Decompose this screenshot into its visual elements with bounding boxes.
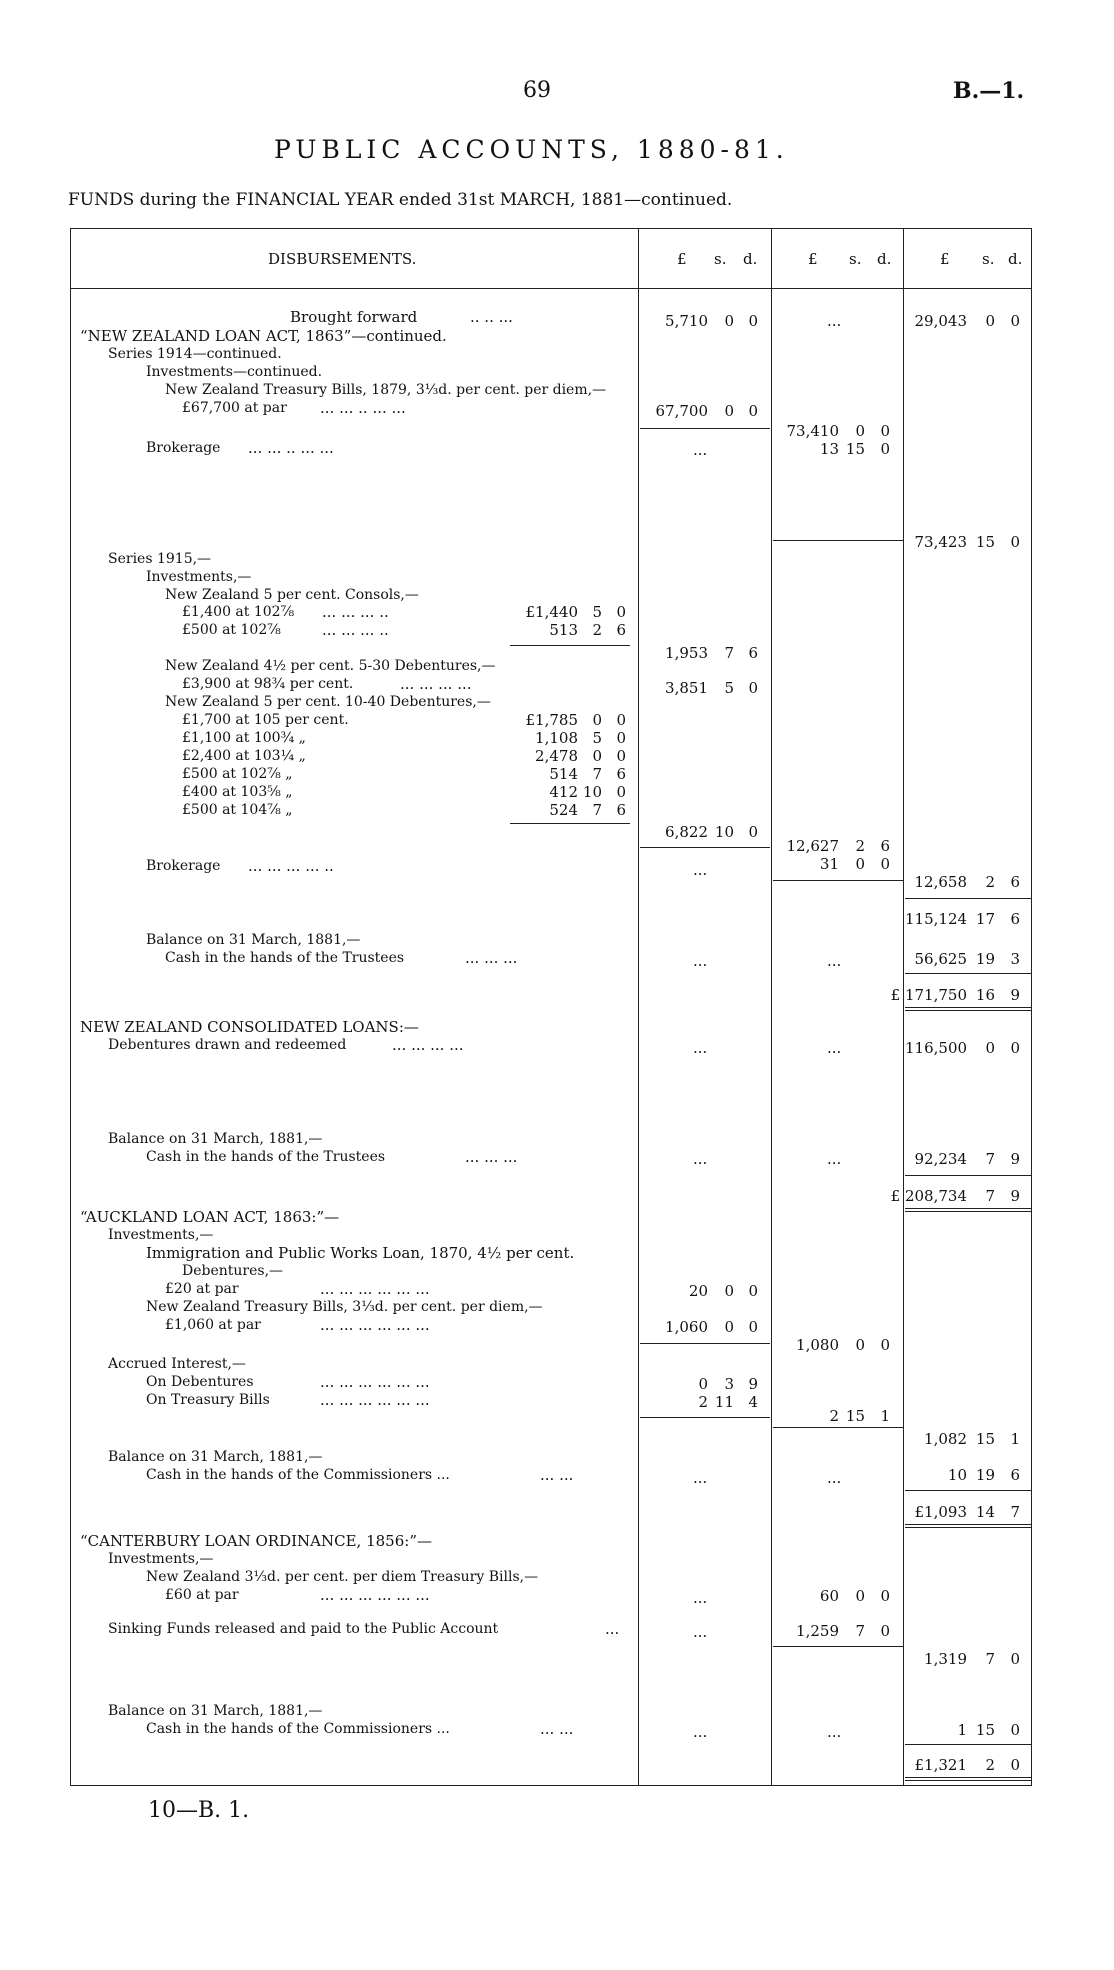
- amount-pence: 1: [1010, 1430, 1020, 1448]
- immigration-loan-line: Immigration and Public Works Loan, 1870, 4½ per cent.: [146, 1244, 575, 1262]
- amount-pounds: £1,785: [525, 711, 578, 729]
- amount-pounds: 1,108: [535, 729, 578, 747]
- total-shillings: 2: [985, 1756, 995, 1774]
- amount-shillings: 7: [592, 801, 602, 819]
- amount-pence: 0: [748, 312, 758, 330]
- disbursements-table: [70, 228, 1032, 1786]
- amount-shillings: 15: [975, 1430, 995, 1448]
- leader-dots: ...: [605, 1620, 620, 1638]
- treasury-bills-line: New Zealand Treasury Bills, 1879, 3⅓d. per cent. per diem,—: [165, 382, 607, 398]
- amount-shillings: 5: [592, 729, 602, 747]
- amount-pounds: 60: [819, 1587, 839, 1605]
- amount-pence: 0: [1010, 533, 1020, 551]
- subtotal-rule: [640, 1343, 770, 1344]
- debenture-row-label: £500 at 104⅞ „: [182, 802, 293, 818]
- signature-mark: 10—B. 1.: [148, 1798, 250, 1823]
- amount-shillings: 2: [855, 837, 865, 855]
- amount-pence: 6: [616, 801, 626, 819]
- amount-empty: ...: [693, 1039, 708, 1057]
- amount-pounds: 10: [947, 1466, 967, 1484]
- amount-shillings: 15: [845, 440, 865, 458]
- leader-dots: ... ... ... ..: [322, 603, 389, 621]
- amount-shillings: 7: [724, 644, 734, 662]
- debenture-row-label: £2,400 at 103¼ „: [182, 748, 306, 764]
- treasury-bills-amount-line: £1,060 at par: [165, 1317, 261, 1333]
- sinking-funds-label: Sinking Funds released and paid to the Public Account: [108, 1621, 499, 1637]
- amount-shillings: 0: [724, 312, 734, 330]
- amount-pence: 0: [1010, 1039, 1020, 1057]
- total-shillings: 7: [985, 1187, 995, 1205]
- balance-label: Balance on 31 March, 1881,—: [108, 1703, 323, 1719]
- debentures-amount-line: £20 at par: [165, 1281, 239, 1297]
- leader-dots: ... ... ... ...: [392, 1036, 464, 1054]
- amount-pounds: 20: [688, 1282, 708, 1300]
- amount-pence: 9: [748, 1375, 758, 1393]
- column-header-pence: d.: [877, 250, 892, 268]
- debenture-row-label: £400 at 103⅝ „: [182, 784, 293, 800]
- column-divider: [903, 228, 904, 1786]
- amount-pounds: 31: [819, 855, 839, 873]
- amount-pence: 0: [1010, 312, 1020, 330]
- amount-shillings: 7: [985, 1150, 995, 1168]
- amount-pence: 0: [616, 747, 626, 765]
- amount-pounds: 1,319: [924, 1650, 967, 1668]
- amount-empty: ...: [827, 1039, 842, 1057]
- amount-shillings: 0: [985, 1039, 995, 1057]
- amount-pounds: 116,500: [905, 1039, 968, 1057]
- amount-shillings: 0: [592, 747, 602, 765]
- section-heading: [80, 327, 447, 345]
- amount-pence: 6: [1010, 910, 1020, 928]
- amount-pence: 0: [748, 402, 758, 420]
- leader-dots: ... ... ...: [465, 949, 518, 967]
- column-header-pounds: £: [808, 250, 818, 268]
- amount-pounds: 6,822: [665, 823, 708, 841]
- amount-pounds: 3,851: [665, 679, 708, 697]
- amount-pounds: 73,410: [786, 422, 839, 440]
- column-header-pounds: £: [940, 250, 950, 268]
- total-rule: [905, 1490, 1031, 1491]
- subtotal-rule: [640, 847, 770, 848]
- amount-pounds: 2,478: [535, 747, 578, 765]
- amount-shillings: 0: [592, 711, 602, 729]
- amount-pounds: 92,234: [914, 1150, 967, 1168]
- leader-dots: ... ... ... ... ... ...: [320, 1280, 430, 1298]
- amount-pence: 0: [880, 1622, 890, 1640]
- amount-pence: 0: [748, 679, 758, 697]
- amount-empty: ...: [827, 1150, 842, 1168]
- leader-dots: .. .. ...: [470, 308, 513, 326]
- double-total-rule: [905, 1524, 1031, 1528]
- page-title: PUBLIC ACCOUNTS, 1880-81.: [274, 135, 789, 164]
- total-shillings: 14: [975, 1503, 995, 1521]
- leader-dots: ... ... ... ... ... ...: [320, 1391, 430, 1409]
- column-header-shillings: s.: [982, 250, 995, 268]
- amount-pounds: 524: [549, 801, 578, 819]
- amount-pounds: 12,627: [786, 837, 839, 855]
- amount-shillings: 0: [724, 1318, 734, 1336]
- amount-pence: 0: [748, 1282, 758, 1300]
- investments-label: Investments,—: [108, 1227, 214, 1243]
- investments-label: Investments—continued.: [146, 364, 323, 380]
- brought-forward-label: Brought forward: [290, 308, 418, 326]
- page-number: 69: [523, 78, 551, 103]
- cash-label: Cash in the hands of the Commissioners ...: [146, 1721, 450, 1737]
- amount-empty: ...: [693, 1469, 708, 1487]
- amount-shillings: 15: [975, 1721, 995, 1739]
- amount-shillings: 0: [855, 422, 865, 440]
- amount-pence: 6: [1010, 1466, 1020, 1484]
- amount-pounds: 513: [549, 621, 578, 639]
- amount-empty: ...: [693, 861, 708, 879]
- balance-label: Balance on 31 March, 1881,—: [146, 932, 361, 948]
- amount-pence: 0: [880, 1587, 890, 1605]
- debentures-label: New Zealand 4½ per cent. 5-30 Debentures,—: [165, 658, 496, 674]
- amount-shillings: 5: [724, 679, 734, 697]
- cash-label: Cash in the hands of the Trustees: [165, 950, 405, 966]
- amount-pence: 0: [616, 603, 626, 621]
- amount-pence: 0: [616, 783, 626, 801]
- total-pounds: £1,093: [914, 1503, 967, 1521]
- debentures-label: Debentures,—: [182, 1263, 284, 1279]
- amount-shillings: 2: [985, 873, 995, 891]
- leader-dots: ... ... ... ..: [322, 621, 389, 639]
- amount-shillings: 0: [855, 855, 865, 873]
- amount-pence: 3: [1010, 950, 1020, 968]
- amount-shillings: 19: [975, 950, 995, 968]
- document-reference: B.—1.: [953, 78, 1025, 104]
- investments-label: Investments,—: [108, 1551, 214, 1567]
- amount-pence: 0: [748, 1318, 758, 1336]
- amount-pence: 9: [1010, 1150, 1020, 1168]
- balance-label: Balance on 31 March, 1881,—: [108, 1449, 323, 1465]
- amount-pence: 1: [880, 1407, 890, 1425]
- debentures-label: New Zealand 5 per cent. 10-40 Debentures,—: [165, 694, 491, 710]
- column-header-shillings: s.: [714, 250, 727, 268]
- amount-pounds: 1: [957, 1721, 967, 1739]
- amount-pounds: 56,625: [914, 950, 967, 968]
- series-label: Series 1914—continued.: [108, 346, 282, 362]
- amount-pounds: 1,060: [665, 1318, 708, 1336]
- amount-pence: 6: [616, 621, 626, 639]
- debenture-row-label: £1,700 at 105 per cent.: [182, 712, 349, 728]
- column-header-disbursements: DISBURSEMENTS.: [268, 250, 417, 268]
- amount-shillings: 10: [714, 823, 734, 841]
- cash-label: Cash in the hands of the Commissioners ...: [146, 1467, 450, 1483]
- column-divider: [638, 228, 639, 1786]
- column-header-pence: d.: [743, 250, 758, 268]
- amount-pounds: 13: [819, 440, 839, 458]
- cash-label: Cash in the hands of the Trustees: [146, 1149, 386, 1165]
- amount-pounds: 0: [698, 1375, 708, 1393]
- on-debentures-label: On Debentures: [146, 1374, 254, 1390]
- amount-pounds: 1,259: [796, 1622, 839, 1640]
- subtotal-rule: [510, 823, 630, 824]
- amount-empty: ...: [693, 1623, 708, 1641]
- amount-pence: 0: [880, 440, 890, 458]
- amount-empty: ...: [827, 1469, 842, 1487]
- amount-shillings: 15: [975, 533, 995, 551]
- amount-pounds: 514: [549, 765, 578, 783]
- amount-shillings: 7: [855, 1622, 865, 1640]
- amount-pounds: 1,080: [796, 1336, 839, 1354]
- header-rule: [70, 288, 1032, 289]
- leader-dots: ... ... ... ... ... ...: [320, 1586, 430, 1604]
- amount-pounds: 412: [549, 783, 578, 801]
- total-pence: 9: [1010, 986, 1020, 1004]
- total-rule: [905, 1175, 1031, 1176]
- amount-shillings: 15: [845, 1407, 865, 1425]
- amount-pence: 0: [616, 729, 626, 747]
- column-divider: [771, 228, 772, 1786]
- total-pounds: £ 171,750: [890, 986, 967, 1004]
- subtotal-rule: [773, 540, 903, 541]
- amount-empty: ...: [693, 1589, 708, 1607]
- amount-pounds: 12,658: [914, 873, 967, 891]
- amount-shillings: 0: [985, 312, 995, 330]
- debenture-row-label: £1,100 at 100¾ „: [182, 730, 306, 746]
- amount-shillings: 19: [975, 1466, 995, 1484]
- amount-pounds: 1,953: [665, 644, 708, 662]
- leader-dots: ... ... ... ... ..: [248, 857, 334, 875]
- treasury-bills-line: New Zealand Treasury Bills, 3⅓d. per cent. per diem,—: [146, 1299, 543, 1315]
- amount-empty: ...: [827, 312, 842, 330]
- amount-pounds: 67,700: [655, 402, 708, 420]
- amount-shillings: 0: [724, 1282, 734, 1300]
- amount-pence: 6: [1010, 873, 1020, 891]
- amount-pence: 0: [1010, 1721, 1020, 1739]
- treasury-bills-amount-line: £60 at par: [165, 1587, 239, 1603]
- amount-shillings: 10: [582, 783, 602, 801]
- amount-shillings: 5: [592, 603, 602, 621]
- leader-dots: ... ... ... ... ... ...: [320, 1316, 430, 1334]
- accrued-interest-label: Accrued Interest,—: [108, 1356, 246, 1372]
- leader-dots: ... ... ...: [465, 1148, 518, 1166]
- auckland-loan-act-heading: “AUCKLAND LOAN ACT, 1863:”—: [80, 1208, 340, 1226]
- total-shillings: 16: [975, 986, 995, 1004]
- series-label: Series 1915,—: [108, 551, 212, 567]
- amount-pence: 0: [616, 711, 626, 729]
- brokerage-label: Brokerage: [146, 858, 221, 874]
- consolidated-loans-heading: NEW ZEALAND CONSOLIDATED LOANS:—: [80, 1018, 419, 1036]
- treasury-bills-amount-line: £67,700 at par: [182, 400, 287, 416]
- subtotal-rule: [640, 1417, 770, 1418]
- total-pence: 0: [1010, 1756, 1020, 1774]
- consols-label: New Zealand 5 per cent. Consols,—: [165, 587, 419, 603]
- treasury-bills-line: New Zealand 3⅓d. per cent. per diem Treasury Bills,—: [146, 1569, 539, 1585]
- subtotal-rule: [773, 1427, 903, 1428]
- amount-empty: ...: [693, 1150, 708, 1168]
- amount-pounds: £1,440: [525, 603, 578, 621]
- debentures-line: £3,900 at 98¾ per cent.: [182, 676, 354, 692]
- consol-row-label: £500 at 102⅞: [182, 622, 281, 638]
- subtotal-rule: [773, 880, 903, 881]
- canterbury-loan-heading: “CANTERBURY LOAN ORDINANCE, 1856:”—: [80, 1532, 432, 1550]
- amount-shillings: 17: [975, 910, 995, 928]
- amount-pence: 4: [748, 1393, 758, 1411]
- leader-dots: ... ...: [540, 1466, 574, 1484]
- balance-label: Balance on 31 March, 1881,—: [108, 1131, 323, 1147]
- amount-shillings: 3: [724, 1375, 734, 1393]
- double-total-rule: [905, 1777, 1031, 1781]
- leader-dots: ... ... .. ... ...: [320, 399, 406, 417]
- amount-pence: 0: [1010, 1650, 1020, 1668]
- amount-pence: 0: [880, 1336, 890, 1354]
- amount-shillings: 0: [855, 1587, 865, 1605]
- brokerage-label: Brokerage: [146, 440, 221, 456]
- on-treasury-bills-label: On Treasury Bills: [146, 1392, 270, 1408]
- debentures-redeemed-label: Debentures drawn and redeemed: [108, 1037, 347, 1053]
- amount-shillings: 2: [592, 621, 602, 639]
- amount-pounds: 2: [829, 1407, 839, 1425]
- amount-pounds: 1,082: [924, 1430, 967, 1448]
- amount-empty: ...: [827, 1723, 842, 1741]
- amount-shillings: 0: [724, 402, 734, 420]
- amount-pence: 0: [880, 422, 890, 440]
- column-header-shillings: s.: [849, 250, 862, 268]
- investments-label: Investments,—: [146, 569, 252, 585]
- leader-dots: ... ... .. ... ...: [248, 439, 334, 457]
- total-pounds: £ 208,734: [890, 1187, 967, 1205]
- amount-pounds: 29,043: [914, 312, 967, 330]
- amount-shillings: 7: [985, 1650, 995, 1668]
- amount-pounds: 2: [698, 1393, 708, 1411]
- amount-pence: 0: [748, 823, 758, 841]
- page-subtitle: FUNDS during the FINANCIAL YEAR ended 31st MARCH, 1881—continued.: [68, 190, 733, 210]
- total-pence: 9: [1010, 1187, 1020, 1205]
- total-pounds: £1,321: [914, 1756, 967, 1774]
- amount-pounds: 115,124: [905, 910, 968, 928]
- leader-dots: ... ... ... ...: [400, 675, 472, 693]
- column-header-pounds: £: [677, 250, 687, 268]
- amount-shillings: 7: [592, 765, 602, 783]
- amount-pence: 6: [880, 837, 890, 855]
- leader-dots: ... ... ... ... ... ...: [320, 1373, 430, 1391]
- subtotal-rule: [905, 898, 1031, 899]
- amount-shillings: 11: [714, 1393, 734, 1411]
- amount-pence: 6: [748, 644, 758, 662]
- leader-dots: ... ...: [540, 1720, 574, 1738]
- double-total-rule: [905, 1208, 1031, 1212]
- subtotal-rule: [773, 1646, 903, 1647]
- amount-pence: 6: [616, 765, 626, 783]
- column-header-pence: d.: [1008, 250, 1023, 268]
- amount-empty: ...: [693, 1723, 708, 1741]
- subtotal-rule: [510, 645, 630, 646]
- amount-empty: ...: [693, 441, 708, 459]
- double-total-rule: [905, 1007, 1031, 1011]
- amount-empty: ...: [693, 952, 708, 970]
- amount-shillings: 0: [855, 1336, 865, 1354]
- total-pence: 7: [1010, 1503, 1020, 1521]
- amount-empty: ...: [827, 952, 842, 970]
- amount-pence: 0: [880, 855, 890, 873]
- total-rule: [905, 1744, 1031, 1745]
- subtotal-rule: [640, 428, 770, 429]
- amount-pounds: 73,423: [914, 533, 967, 551]
- debenture-row-label: £500 at 102⅞ „: [182, 766, 293, 782]
- total-rule: [905, 973, 1031, 974]
- consol-row-label: £1,400 at 102⅞: [182, 604, 295, 620]
- amount-pounds: 5,710: [665, 312, 708, 330]
- nz-loan-act-heading: “NEW ZEALAND LOAN ACT, 1863”—continued.: [80, 327, 447, 345]
